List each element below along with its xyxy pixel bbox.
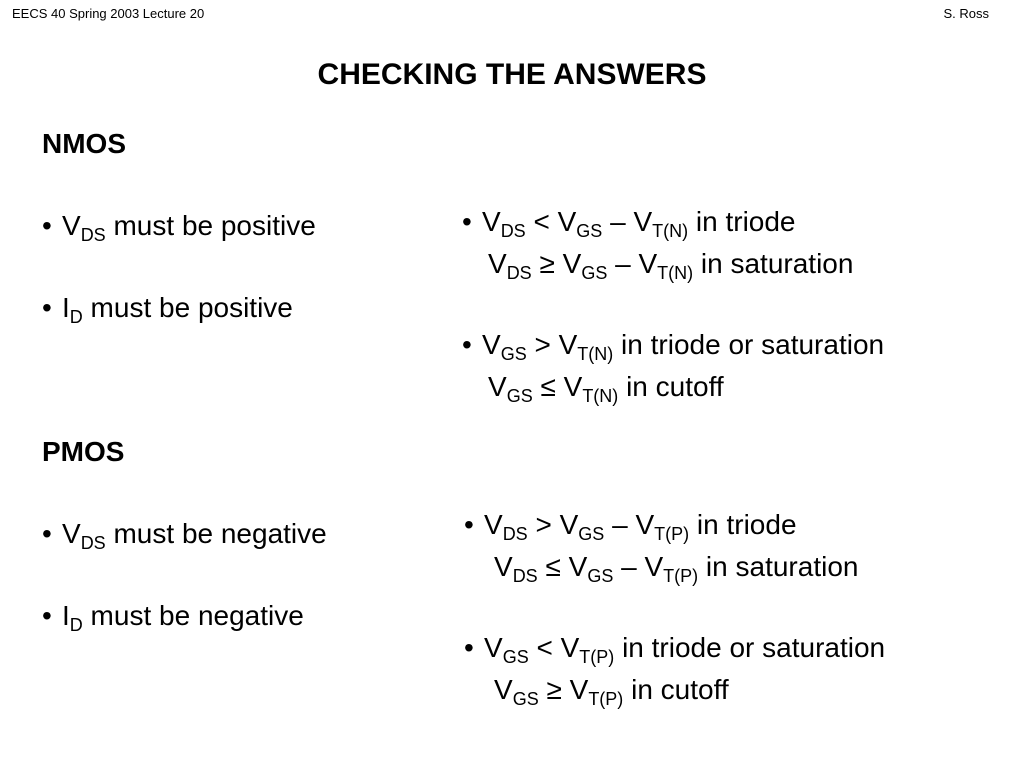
bullet: • [462,329,472,360]
pmos-triode-condition: • $V_{DS} > V_{GS} - V_{T(P)}$ in triode [464,509,797,544]
pmos-heading: PMOS [42,436,125,467]
pmos-vgs-on-condition: • $V_{GS} < V_{T(P)}$ in triode or saturation [464,632,886,667]
bullet: • [42,600,52,631]
bullet: • [462,206,472,237]
bullet: • [42,210,52,241]
nmos-id-condition: • $I_D$ must be positive [42,292,293,327]
bullet: • [464,509,474,540]
header-right: S. Ross [943,6,989,21]
bullet: • [42,518,52,549]
nmos-saturation-condition: $V_{DS} \ge V_{GS} - V_{T(N)}$ in saturation [488,248,854,283]
nmos-heading: NMOS [42,128,126,159]
pmos-id-condition: • $I_D$ must be negative [42,600,304,635]
bullet: • [42,292,52,323]
nmos-vds-condition: • $V_{DS}$ must be positive [42,210,316,245]
slide-title: CHECKING THE ANSWERS [317,58,707,91]
pmos-cutoff-condition: $V_{GS} \ge V_{T(P)}$ in cutoff [494,674,729,709]
header-left: EECS 40 Spring 2003 Lecture 20 [12,6,205,21]
bullet: • [464,632,474,663]
pmos-vds-condition: • $V_{DS}$ must be negative [42,518,327,553]
pmos-saturation-condition: $V_{DS} \le V_{GS} - V_{T(P)}$ in saturation [494,551,859,586]
nmos-vgs-on-condition: • $V_{GS} > V_{T(N)}$ in triode or saturation [462,329,885,364]
nmos-triode-condition: • $V_{DS} < V_{GS} - V_{T(N)}$ in triode [462,206,796,241]
nmos-cutoff-condition: $V_{GS} \le V_{T(N)}$ in cutoff [488,371,724,406]
